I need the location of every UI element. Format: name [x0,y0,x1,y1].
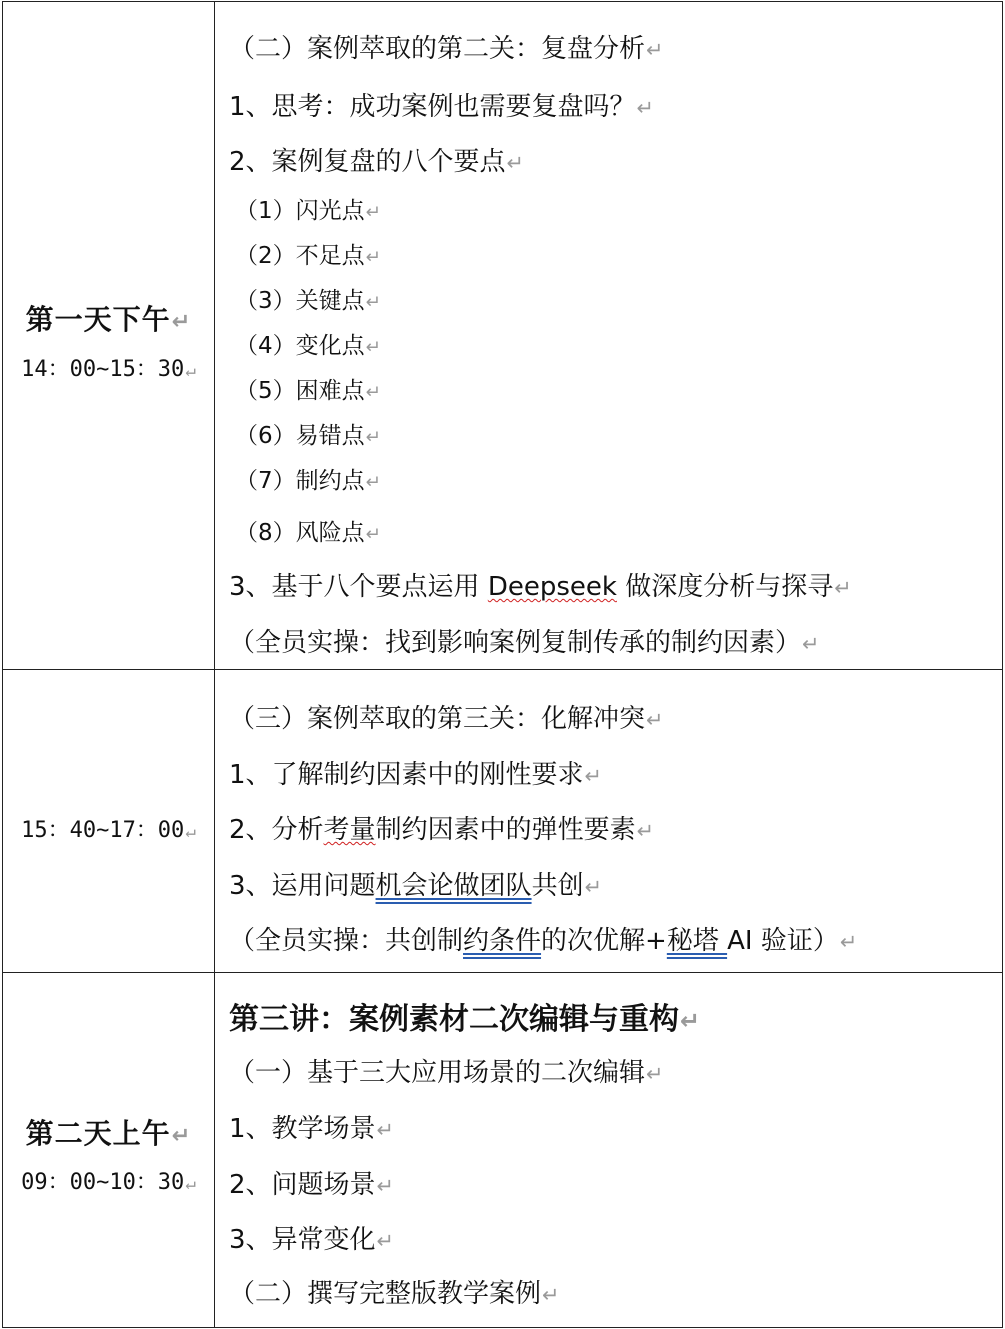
schedule-row-2 [2,669,1003,973]
time-range: 09：00~10：30↵ [21,1170,196,1195]
grammar-mark: 约条件 [463,926,542,956]
content-line: 1、思考：成功案例也需要复盘吗？↵ [229,92,654,122]
spellcheck-word: 考量 [323,815,376,845]
content-line: 2、分析考量制约因素中的弹性要素↵ [229,815,655,845]
point-item: （3）关键点↵ [235,288,382,314]
point-item: （4）变化点↵ [235,333,382,359]
time-cell [3,2,215,669]
time-cell [3,972,215,1327]
section-title: （二）撰写完整版教学案例↵ [229,1279,560,1309]
content-line: 2、案例复盘的八个要点↵ [229,147,524,177]
practice-line: （全员实操：共创制约条件的次优解+秘塔 AI 验证）↵ [229,926,858,956]
section-title: （一）基于三大应用场景的二次编辑↵ [229,1058,664,1088]
content-cell [215,2,1002,669]
point-item: （8）风险点↵ [235,520,382,546]
time-cell [3,669,215,972]
point-item: （7）制约点↵ [235,468,382,494]
time-range: 14：00~15：30↵ [21,357,196,382]
content-line: 1、了解制约因素中的刚性要求↵ [229,760,602,790]
schedule-row-1 [2,1,1003,670]
point-item: （2）不足点↵ [235,243,382,269]
grammar-mark: 机会论做团队 [375,871,532,901]
grammar-mark: 秘塔 [666,926,728,956]
time-range: 15：40~17：00↵ [21,818,196,843]
content-line: 2、问题场景↵ [229,1170,394,1200]
point-item: （1）闪光点↵ [235,198,382,224]
schedule-row-3 [2,972,1003,1328]
practice-line: （全员实操：找到影响案例复制传承的制约因素）↵ [229,628,820,658]
day-label: 第二天上午↵ [25,1117,192,1150]
section-title: （三）案例萃取的第三关：化解冲突↵ [229,704,664,734]
point-item: （6）易错点↵ [235,423,382,449]
content-cell [215,669,1002,972]
point-item: （5）困难点↵ [235,378,382,404]
spellcheck-word: Deepseek [487,572,617,602]
content-cell [215,972,1002,1327]
content-line: 1、教学场景↵ [229,1114,394,1144]
content-line: 3、运用问题机会论做团队共创↵ [229,871,603,901]
content-line: 3、基于八个要点运用 Deepseek 做深度分析与探寻↵ [229,572,852,602]
day-label: 第一天下午↵ [25,303,192,336]
lecture-heading: 第三讲：案例素材二次编辑与重构↵ [229,1002,701,1037]
content-line: 3、异常变化↵ [229,1225,394,1255]
section-title: （二）案例萃取的第二关：复盘分析↵ [229,34,664,64]
